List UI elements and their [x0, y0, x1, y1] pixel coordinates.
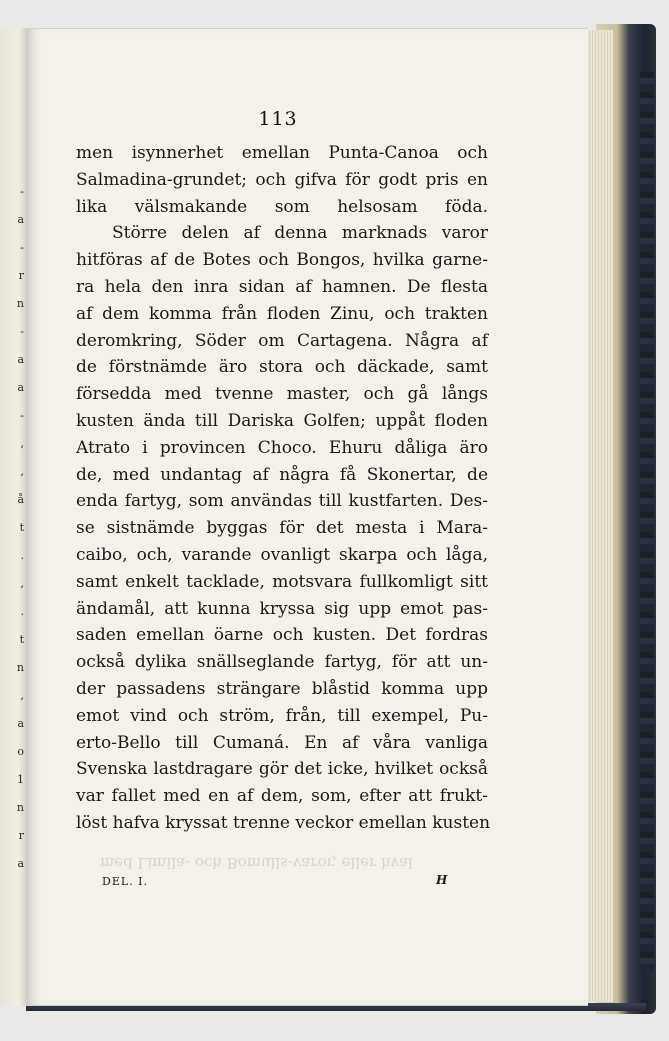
margin-char: a — [17, 717, 24, 730]
margin-char: å — [17, 493, 24, 506]
margin-char: n — [16, 297, 24, 310]
text-line: ra hela den inra sidan af hamnen. De flesta — [76, 276, 488, 297]
margin-char: r — [18, 269, 24, 282]
text-line: der passadens strängare blåstid komma upp — [76, 678, 488, 699]
page-block-edge — [586, 30, 613, 1002]
margin-char: t — [19, 521, 24, 534]
text-line: Atrato i provincen Choco. Ehuru dåliga äro — [76, 437, 488, 458]
margin-char: t — [19, 633, 24, 646]
text-line: emot vind och ström, från, till exempel, Pu- — [76, 705, 488, 726]
text-line: se sistnämde byggas för det mesta i Mara- — [76, 518, 488, 539]
margin-char: - — [20, 325, 24, 338]
margin-char: r — [18, 829, 24, 842]
text-line: deromkring, Söder om Cartagena. Några af — [76, 330, 488, 351]
text-line: men isynnerhet emellan Punta-Canoa och — [76, 143, 488, 163]
margin-char: . — [20, 549, 24, 562]
margin-char: a — [17, 353, 24, 366]
margin-char: a — [17, 381, 24, 394]
text-line: hitföras af de Botes och Bongos, hvilka garne- — [76, 250, 488, 271]
bleed-through-text: med Limila- och Bomulls-varor, eller hval — [100, 854, 413, 872]
margin-char: , — [20, 577, 24, 590]
text-line: ändamål, att kunna kryssa sig upp emot pas- — [76, 598, 488, 619]
text-line: löst hafva kryssat trenne veckor emellan kusten — [76, 812, 491, 833]
text-line: Salmadina-grundet; och gifva för godt pris en — [76, 169, 488, 190]
text-line: försedda med tvenne master, och gå långs — [76, 384, 488, 405]
margin-char: 1 — [17, 773, 24, 786]
text-line: caibo, och, varande ovanligt skarpa och låga, — [76, 544, 488, 565]
page-number: 113 — [258, 108, 298, 130]
margin-char: a — [17, 857, 24, 870]
text-line: Svenska lastdragare gör det icke, hvilket också — [76, 759, 488, 780]
margin-char: o — [17, 745, 24, 758]
text-line: var fallet med en af dem, som, efter att frukt- — [76, 786, 488, 807]
body-text — [76, 140, 491, 837]
margin-char: a — [17, 213, 24, 226]
signature-mark: DEL. I. — [102, 875, 148, 888]
margin-char: , — [20, 689, 24, 702]
sheet-letter: H — [436, 873, 448, 887]
left-page-margin-text — [10, 178, 24, 878]
text-line: kusten ända till Dariska Golfen; uppåt floden — [76, 410, 488, 431]
text-line: lika välsmakande som helsosam föda. — [76, 196, 488, 217]
text-line: erto-Bello till Cumaná. En af våra vanliga — [76, 732, 488, 753]
text-line: de förstnämde äro stora och däckade, samt — [76, 357, 488, 378]
margin-char: n — [16, 661, 24, 674]
left-page — [0, 28, 27, 1006]
text-line: enda fartyg, som användas till kustfarten. Des- — [76, 491, 488, 512]
text-line: samt enkelt tacklade, motsvara fullkomligt sitt — [76, 571, 488, 592]
margin-char: n — [16, 801, 24, 814]
text-line: Större delen af denna marknads varor — [112, 223, 488, 244]
cover-marbling — [640, 72, 654, 972]
margin-char: - — [20, 409, 24, 422]
margin-char: . — [20, 605, 24, 618]
margin-char: - — [20, 241, 24, 254]
margin-char: , — [20, 465, 24, 478]
margin-char: - — [20, 185, 24, 198]
text-line: saden emellan öarne och kusten. Det fordras — [76, 625, 488, 646]
text-line: också dylika snällseglande fartyg, för att un- — [76, 652, 488, 673]
text-line: de, med undantag af några få Skonertar, de — [76, 464, 488, 485]
text-line: af dem komma från floden Zinu, och trakten — [76, 303, 488, 324]
margin-char: , — [20, 437, 24, 450]
